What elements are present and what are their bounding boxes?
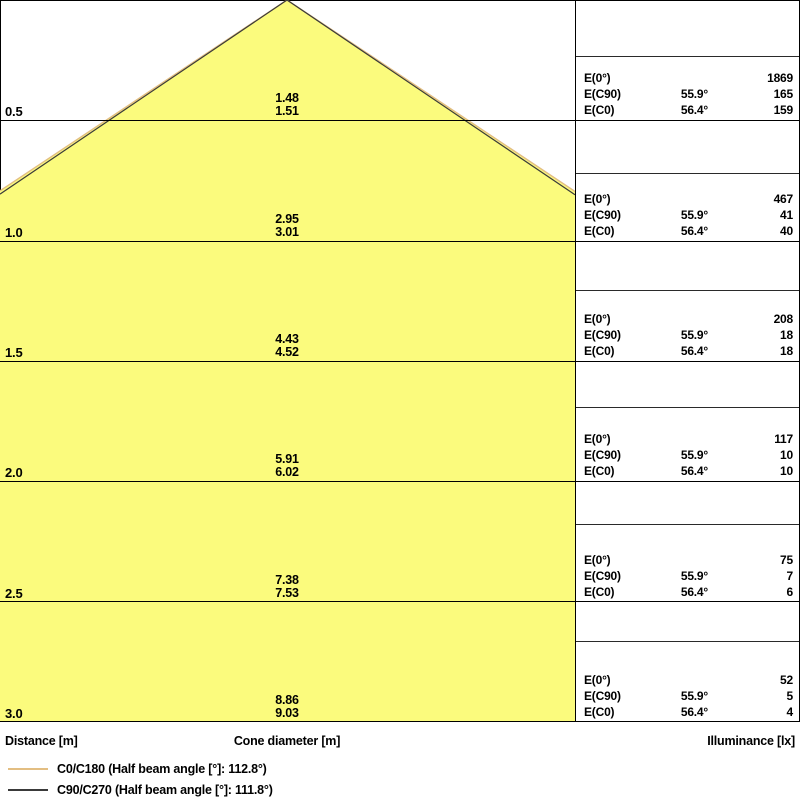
ec0-value: 10 xyxy=(780,464,793,478)
ec90-value: 41 xyxy=(780,208,793,222)
distance-axis-label: Distance [m] xyxy=(5,734,78,748)
table-row xyxy=(576,552,798,568)
ec90-label: E(C90) xyxy=(584,328,621,342)
legend-line-swatch-c0 xyxy=(8,768,48,770)
cone-diameter-c0: 3.01 xyxy=(275,225,299,239)
ec0-label: E(C0) xyxy=(584,705,615,719)
table-row xyxy=(576,568,798,584)
ec0-value: 4 xyxy=(786,705,793,719)
ec90-angle: 55.9° xyxy=(680,87,708,101)
table-row xyxy=(576,447,798,463)
ec0-value: 159 xyxy=(773,103,793,117)
ec0-angle: 56.4° xyxy=(680,344,708,358)
cone-diameter-c90: 4.43 xyxy=(275,332,299,346)
ec90-angle: 55.9° xyxy=(680,569,708,583)
ec90-angle: 55.9° xyxy=(680,328,708,342)
illuminance-table xyxy=(576,311,798,359)
e0-label: E(0°) xyxy=(584,192,611,206)
e0-value: 52 xyxy=(780,673,793,687)
ec0-angle: 56.4° xyxy=(680,464,708,478)
legend xyxy=(8,758,273,800)
legend-item-c90-c270 xyxy=(8,779,273,800)
table-row xyxy=(576,86,798,102)
cone-diameter-values xyxy=(275,333,299,359)
ec90-value: 165 xyxy=(773,87,793,101)
ec0-label: E(C0) xyxy=(584,585,615,599)
ec90-label: E(C90) xyxy=(584,689,621,703)
table-row xyxy=(576,102,798,118)
e0-value: 75 xyxy=(780,553,793,567)
ec0-angle: 56.4° xyxy=(680,224,708,238)
ec90-angle: 55.9° xyxy=(680,448,708,462)
table-row xyxy=(576,223,798,239)
e0-value: 208 xyxy=(773,312,793,326)
ec0-value: 6 xyxy=(786,585,793,599)
ec0-value: 18 xyxy=(780,344,793,358)
cone-diameter-c90: 7.38 xyxy=(275,573,299,587)
e0-value: 467 xyxy=(773,192,793,206)
ec0-angle: 56.4° xyxy=(680,705,708,719)
cone-diameter-values xyxy=(275,92,299,118)
distance-label: 2.5 xyxy=(5,586,23,601)
cone-diameter-axis-label: Cone diameter [m] xyxy=(233,734,341,748)
cone-diameter-c90: 2.95 xyxy=(275,212,299,226)
e0-label: E(0°) xyxy=(584,312,611,326)
distance-label: 1.5 xyxy=(5,345,23,360)
ec0-label: E(C0) xyxy=(584,224,615,238)
table-row xyxy=(576,688,798,704)
ec90-value: 7 xyxy=(786,569,793,583)
cone-diameter-values xyxy=(275,213,299,239)
e0-label: E(0°) xyxy=(584,553,611,567)
cone-diameter-c90: 8.86 xyxy=(275,693,299,707)
legend-label: C0/C180 (Half beam angle [°]: 112.8°) xyxy=(57,761,267,776)
distance-label: 3.0 xyxy=(5,706,23,721)
table-row xyxy=(576,463,798,479)
ec0-label: E(C0) xyxy=(584,103,615,117)
illuminance-table xyxy=(576,70,798,118)
table-row xyxy=(576,343,798,359)
cone-diameter-c90: 5.91 xyxy=(275,452,299,466)
e0-label: E(0°) xyxy=(584,673,611,687)
ec90-label: E(C90) xyxy=(584,87,621,101)
distance-label: 1.0 xyxy=(5,225,23,240)
ec0-label: E(C0) xyxy=(584,344,615,358)
table-row xyxy=(576,207,798,223)
e0-label: E(0°) xyxy=(584,432,611,446)
ec90-value: 5 xyxy=(786,689,793,703)
ec90-label: E(C90) xyxy=(584,448,621,462)
illuminance-table xyxy=(576,552,798,600)
ec0-value: 40 xyxy=(780,224,793,238)
cone-diameter-c0: 6.02 xyxy=(275,465,299,479)
table-row xyxy=(576,70,798,86)
illuminance-axis-label: Illuminance [lx] xyxy=(707,734,795,748)
legend-label: C90/C270 (Half beam angle [°]: 111.8°) xyxy=(57,782,273,797)
e0-value: 1869 xyxy=(767,71,793,85)
illuminance-table xyxy=(576,431,798,479)
e0-value: 117 xyxy=(774,432,793,446)
table-row xyxy=(576,704,798,720)
cone-diameter-c90: 1.48 xyxy=(275,91,299,105)
ec0-label: E(C0) xyxy=(584,464,615,478)
ec0-angle: 56.4° xyxy=(680,103,708,117)
distance-label: 2.0 xyxy=(5,465,23,480)
ec90-value: 18 xyxy=(780,328,793,342)
table-row xyxy=(576,584,798,600)
ec0-angle: 56.4° xyxy=(680,585,708,599)
illuminance-table xyxy=(576,672,798,720)
e0-label: E(0°) xyxy=(584,71,611,85)
cone-diameter-c0: 1.51 xyxy=(275,104,299,118)
cone-diameter-c0: 7.53 xyxy=(275,586,299,600)
cone-diameter-values xyxy=(275,453,299,479)
table-row xyxy=(576,311,798,327)
legend-item-c0-c180 xyxy=(8,758,273,779)
illuminance-table xyxy=(576,191,798,239)
ec90-value: 10 xyxy=(780,448,793,462)
cone-diameter-c0: 9.03 xyxy=(275,706,299,720)
table-row xyxy=(576,327,798,343)
legend-line-swatch-c90 xyxy=(8,789,48,791)
table-row xyxy=(576,672,798,688)
distance-label: 0.5 xyxy=(5,104,23,119)
ec90-label: E(C90) xyxy=(584,208,621,222)
table-row xyxy=(576,431,798,447)
ec90-label: E(C90) xyxy=(584,569,621,583)
ec90-angle: 55.9° xyxy=(680,208,708,222)
cone-diameter-values xyxy=(275,574,299,600)
ec90-angle: 55.9° xyxy=(680,689,708,703)
cone-diameter-values xyxy=(275,694,299,720)
table-row xyxy=(576,191,798,207)
cone-diameter-c0: 4.52 xyxy=(275,345,299,359)
